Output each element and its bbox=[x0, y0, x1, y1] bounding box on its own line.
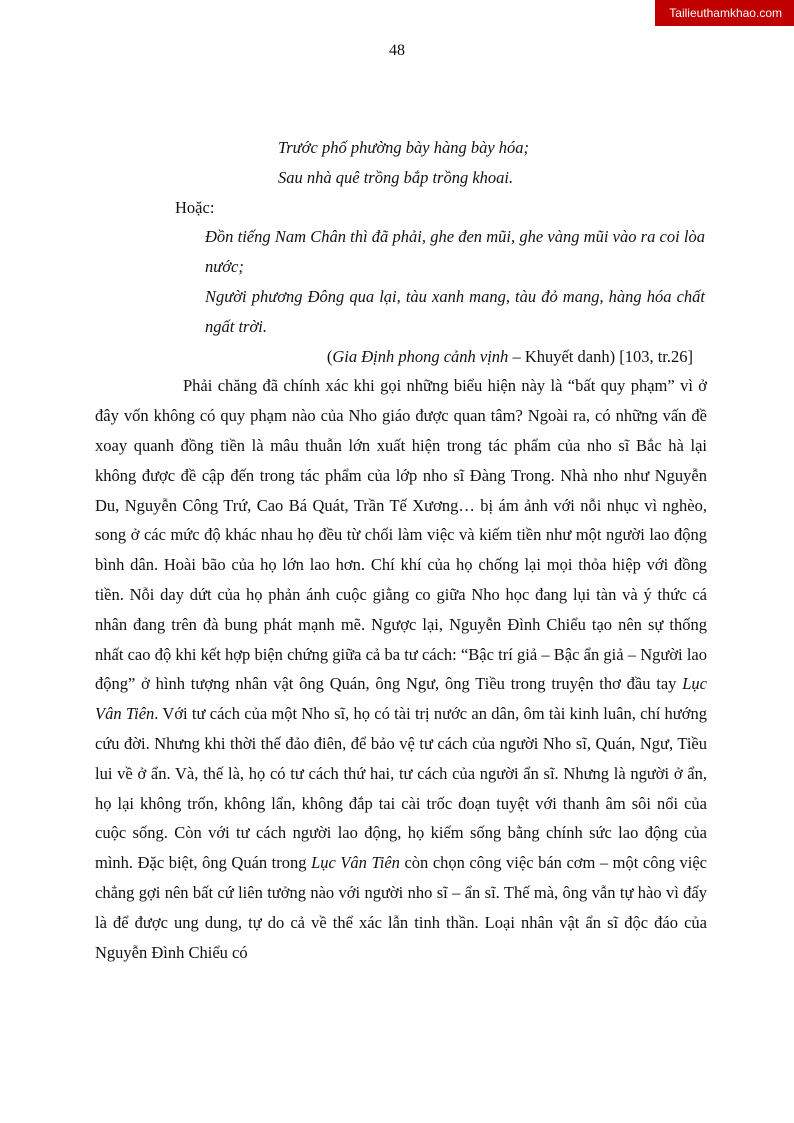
verse-line: Sau nhà quê trồng bắp trồng khoai. bbox=[278, 167, 514, 187]
citation-author-reference: – Khuyết danh) [103, tr.26] bbox=[508, 346, 693, 366]
body-paragraph bbox=[95, 371, 707, 967]
verse-couplet-2 bbox=[205, 222, 705, 341]
citation-line bbox=[95, 342, 707, 372]
paragraph-segment: Phải chăng đã chính xác khi gọi những biểu hiện này là “bất quy phạm” vì ở đây vốn không có quy phạm nào của Nho giáo được quan tâm? Ngoài ra, có những vấn đề xoay quanh đồng tiền là mâu thuẫn lớn xuất hiện trong tác phẩm của nho sĩ Bắc hà lại không được đề cập đến trong tác phẩm của lớp nho sĩ Đàng Trong. Nhà nho như Nguyễn Du, Nguyễn Công Trứ, Cao Bá Quát, Trần Tế Xương… bị ám ảnh với nỗi nhục vì nghèo, song ở các mức độ khác nhau họ đều từ chối làm việc và kiếm tiền như một người lao động bình dân. Hoài bão của họ lớn lao hơn. Chí khí của họ chống lại mọi thỏa hiệp với đồng tiền. Nỗi day dứt của họ phản ánh cuộc giằng co giữa Nho học đang lụi tàn và ý thức cá nhân đang trên đà bung phát mạnh mẽ. Ngược lại, Nguyễn Đình Chiểu tạo nên sự thống nhất cao độ khi kết hợp biện chứng giữa cả ba tư cách: “Bậc trí giả – Bậc ẩn giả – Người lao động” ở hình tượng nhân vật ông Quán, ông Ngư, ông Tiều trong truyện thơ đầu tay bbox=[95, 376, 707, 694]
verse-line: Trước phố phường bày hàng bày hóa; bbox=[278, 138, 530, 157]
paragraph-segment: còn chọn công việc bán cơm – một công việc chẳng gợi nên bất cứ liên tưởng nào với người nho sĩ – ẩn sĩ. Thế mà, ông vẫn tự hào vì đấy là để được ung dung, tự do cả về thể xác lẫn tinh thần. Loại nhân vật ẩn sĩ độc đáo của Nguyễn Đình Chiểu có bbox=[95, 853, 707, 962]
verse-line: Đồn tiếng Nam Chân thì đã phải, ghe đen mũi, ghe vàng mũi vào ra coi lòa nước; bbox=[205, 227, 705, 277]
verse-couplet-1 bbox=[278, 133, 707, 193]
work-title-inline: Lục Vân Tiên bbox=[311, 853, 400, 873]
watermark-badge: Tailieuthamkhao.com bbox=[655, 0, 794, 26]
page-content bbox=[95, 133, 707, 967]
verse-line: Người phương Đông qua lại, tàu xanh mang, tàu đỏ mang, hàng hóa chất ngất trời. bbox=[205, 286, 705, 336]
citation-open-paren: ( bbox=[326, 346, 333, 366]
verse-connector-label: Hoặc: bbox=[175, 197, 215, 217]
citation-work-title: Gia Định phong cảnh vịnh bbox=[332, 346, 509, 366]
page-number: 48 bbox=[389, 42, 405, 59]
work-title-inline: Lục Vân Tiên bbox=[95, 674, 707, 724]
paragraph-segment: . Với tư cách của một Nho sĩ, họ có tài trị nước an dân, ôm tài kinh luân, chí hướng cứu đời. Nhưng khi thời thế đảo điên, để bảo vệ tư cách của người Nho sĩ, Quán, Ngư, Tiều lui về ở ẩn. Và, thế là, họ có tư cách thứ hai, tư cách của người ẩn sĩ. Nhưng là người ở ẩn, họ lại không trốn, không lẩn, không đắp tai cài trốc đoạn tuyệt với thanh âm sôi nổi của cuộc sống. Còn với tư cách người lao động, họ kiếm sống bằng chính sức lao động của mình. Đặc biệt, ông Quán trong bbox=[95, 704, 707, 873]
